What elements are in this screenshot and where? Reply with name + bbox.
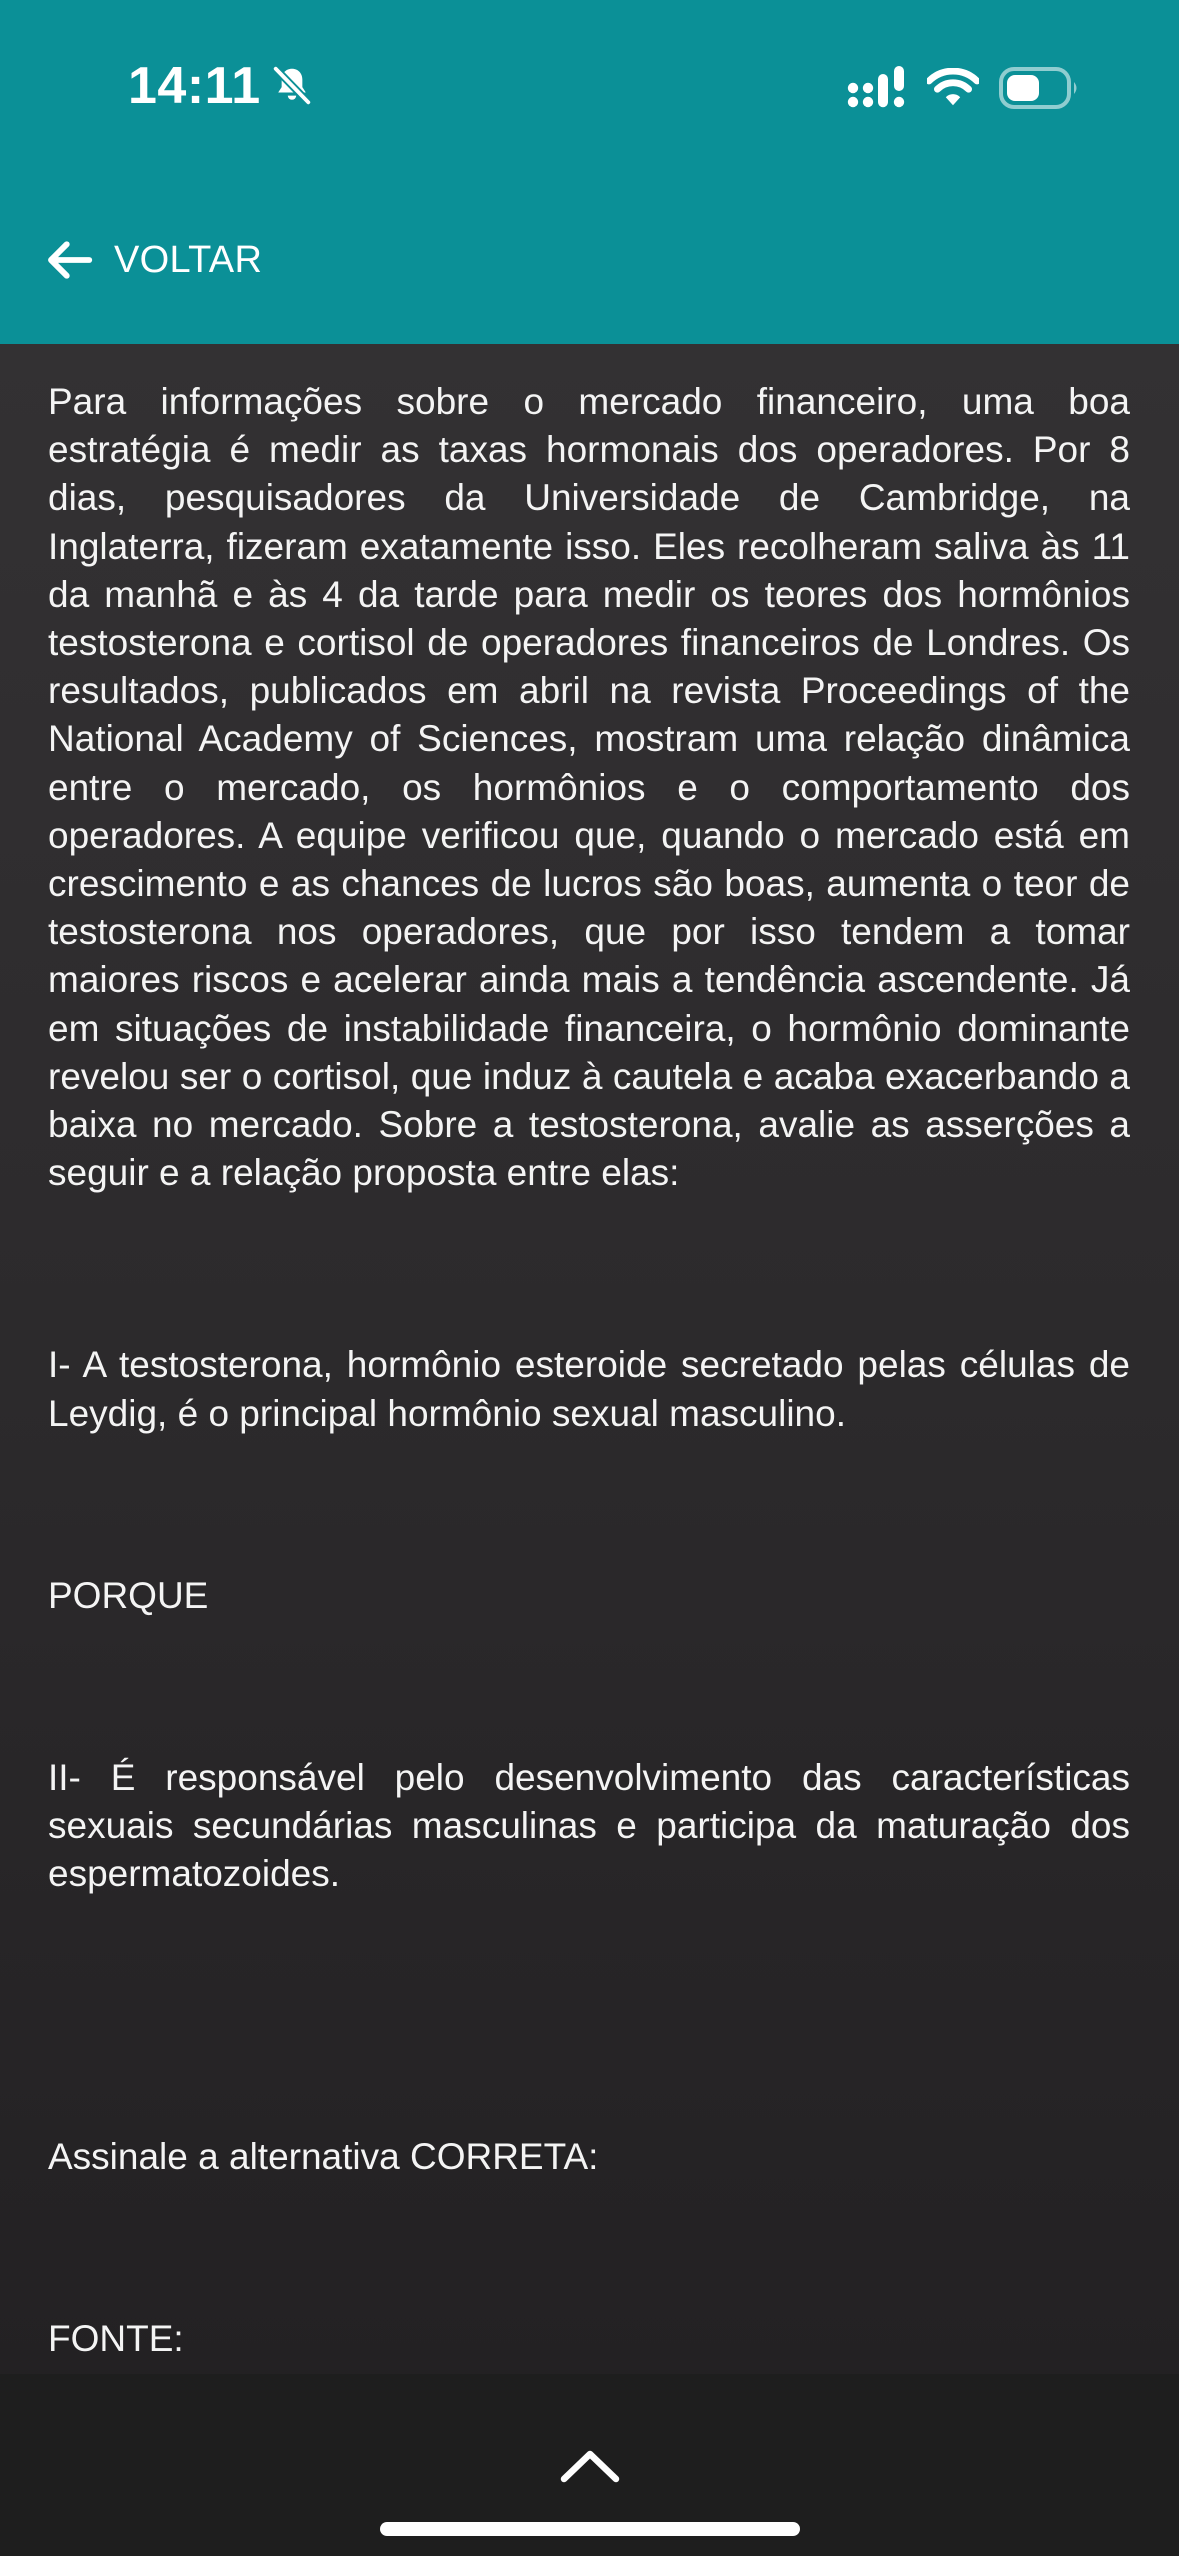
status-bar xyxy=(0,0,1179,175)
battery-icon xyxy=(999,67,1081,109)
status-time-group xyxy=(128,56,315,116)
assertion-1-text: I- A testosterona, hormônio esteroide secretado pelas células de Leydig, é o principal hormônio sexual masculino. xyxy=(48,1344,1130,1434)
bell-muted-icon xyxy=(269,63,315,109)
cellular-signal-icon xyxy=(847,66,907,110)
question-content[interactable] xyxy=(0,344,1179,2374)
question-text-block xyxy=(48,378,1130,2363)
wifi-icon xyxy=(927,68,979,108)
back-button[interactable] xyxy=(42,228,262,292)
status-time: 14:11 xyxy=(128,57,261,115)
source-label: FONTE: xyxy=(48,2317,184,2359)
home-indicator[interactable] xyxy=(380,2522,800,2536)
arrow-left-icon xyxy=(42,233,96,287)
status-icons xyxy=(847,66,1081,110)
app-header xyxy=(0,0,1179,344)
assertion-2-text: II- É responsável pelo desenvolvimento das características sexuais secundárias masculinas e participa da maturação dos espermatozoides. xyxy=(48,1757,1130,1895)
instruction-text: Assinale a alternativa CORRETA: xyxy=(48,2135,599,2177)
bottom-bar xyxy=(0,2374,1179,2556)
connector-text: PORQUE xyxy=(48,1574,209,1616)
chevron-up-icon[interactable] xyxy=(559,2448,621,2484)
back-button-label: VOLTAR xyxy=(114,239,263,281)
question-intro-text: Para informações sobre o mercado financeiro, uma boa estratégia é medir as taxas hormonais dos operadores. Por 8 dias, pesquisadores da Universidade de Cambridge, na Inglaterra, fizeram exatamente isso. Eles recolheram saliva às 11 da manhã e às 4 da tarde para medir os teores dos hormônios testosterona e cortisol de operadores financeiros de Londres. Os resultados, publicados em abril na revista Proceedings of the National Academy of Sciences, mostram uma relação dinâmica entre o mercado, os hormônios e o comportamento dos operadores. A equipe verificou que, quando o mercado está em crescimento e as chances de lucros são boas, aumenta o teor de testosterona nos operadores, que por isso tendem a tomar maiores riscos e acelerar ainda mais a tendência ascendente. Já em situações de instabilidade financeira, o hormônio dominante revelou ser o cortisol, que induz à cautela e acaba exacerbando a baixa no mercado. Sobre a testosterona, avalie as asserções a seguir e a relação proposta entre elas: xyxy=(48,381,1130,1194)
